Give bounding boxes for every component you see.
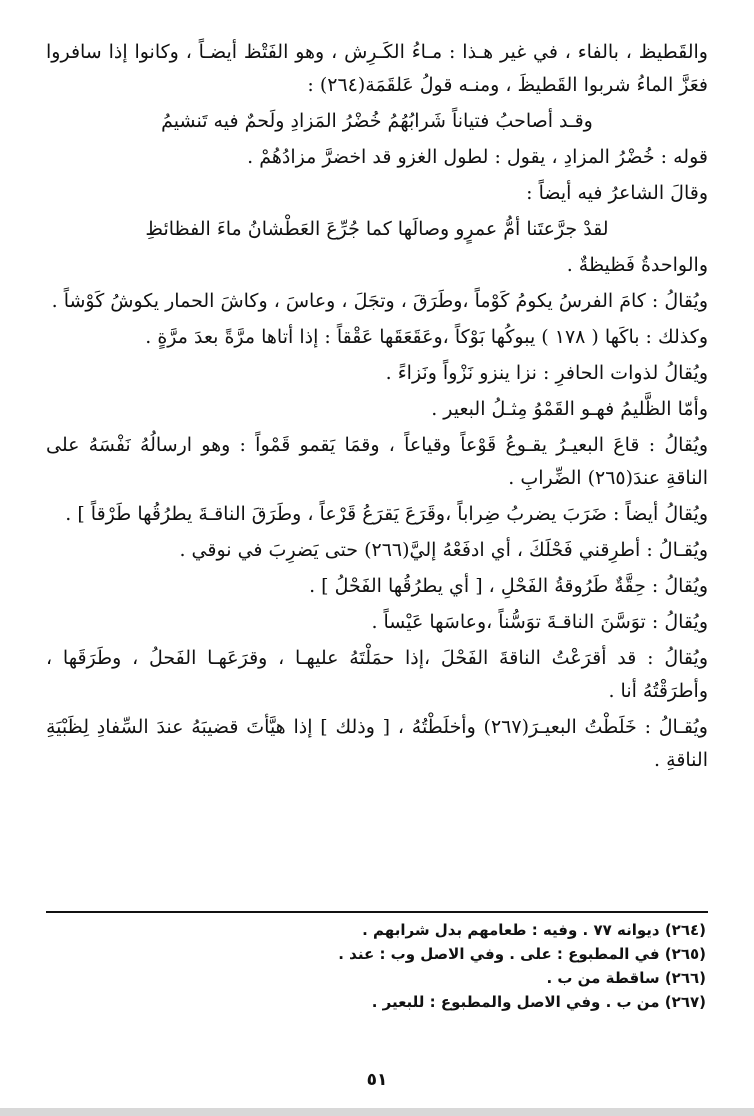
paragraph: ويُقالُ : قاعَ البعيـرُ يقـوعُ قَوْعاً وقياعاً ، وقمَا يَقمو قَمْواً : وهو ارسالُهُ نَفْسَهُ على الناقةِ عندَ(٢٦٥) الضِّرابِ . xyxy=(46,434,708,489)
paragraph: ويُقـالُ : أطرِقني فَحْلَكَ ، أي ادفَعْهُ إليَّ(٢٦٦) حتى يَضرِبَ في نوقي . xyxy=(179,539,708,561)
paragraph: وأمّا الظَّليمُ فهـو القَمْوُ مِثـلُ البعير . xyxy=(431,398,708,420)
footnote: (٢٦٥) في المطبوع : على . وفي الاصل وب : عند . xyxy=(338,945,706,963)
paragraph: قوله : خُضْرُ المزادِ ، يقول : لطول الغزو قد اخضرَّ مزادُهُمْ . xyxy=(247,146,708,168)
paragraph: وقالَ الشاعرُ فيه أيضاً : xyxy=(526,182,708,204)
paragraph: ويُقالُ لذوات الحافرِ : نزا ينزو نَزْواً ونَزاءً . xyxy=(385,362,708,384)
poem-verse: لقدْ جرَّعتَنا أمُّ عمرٍو وصالَها كما جُرِّعَ العَطْشانُ ماءَ الفظائظِ xyxy=(145,218,609,240)
paragraph: ويُقالُ : كامَ الفرسُ يكومُ كَوْماً ،وطَرَقَ ، وتجَلَ ، وعاسَ ، وكاشَ الحمار يكوشُ كَوْشاً . xyxy=(51,290,708,312)
footnotes xyxy=(200,920,706,1016)
paragraph: ويُقالُ : حِقَّةٌ طَرُوقةُ الفَحْلِ ، [ أي يطرُقُها الفَحْلُ ] . xyxy=(309,575,708,597)
paragraph: ويُقـالُ : خَلَطْتُ البعيـرَ(٢٦٧) وأخلَطْتُهُ ، [ وذلك ] إذا هيَّأتَ قضيبَهُ عندَ السِّفادِ لِظَبْيَةِ الناقةِ . xyxy=(46,716,708,771)
footnote: (٢٦٦) ساقطة من ب . xyxy=(546,969,706,987)
page-number: ٥١ xyxy=(366,1070,388,1090)
paragraph: ويُقالُ أيضاً : ضَرَبَ يضربُ ضِراباً ،وقَرَعَ يَقرَعُ قَرْعاً ، وطَرَقَ الناقـةَ يطرُقُها طَرْقاً ] . xyxy=(65,503,708,525)
footnote: (٢٦٤) ديوانه ٧٧ . وفيه : طعامهم بدل شرابهم . xyxy=(362,921,706,939)
footnote-divider xyxy=(46,911,708,913)
scan-bottom-edge xyxy=(0,1108,754,1116)
paragraph: وكذلك : باكَها ( ١٧٨ ) يبوكُها بَوْكاً ،وعَقَعَقَها عَقْقاً : إذا أتاها مرَّةً بعدَ مرَّةٍ . xyxy=(145,326,708,348)
poem-verse: وقـد أصاحبُ فتياناً شَرابُهُمُ خُضْرُ المَزادِ ولَحمٌ فيه تَنشيمُ xyxy=(161,110,593,132)
footnote: (٢٦٧) من ب . وفي الاصل والمطبوع : للبعير . xyxy=(371,993,706,1011)
paragraph: والواحدةُ فَظيظةٌ . xyxy=(566,254,708,276)
paragraph: والقَطيظ ، بالفاء ، في غير هـذا : مـاءُ الكَـرِش ، وهو الفَتْظ أيضـاً ، وكانوا إذا سافروا فعَزَّ الماءُ شربوا القَطيظَ ، ومنـه قولُ عَلقَمَة(٢٦٤) : xyxy=(46,41,708,96)
paragraph: ويُقالُ : توَسَّنَ الناقـةَ توَسُّناً ،وعاسَها عَيْساً . xyxy=(371,611,708,633)
main-text xyxy=(46,36,708,777)
paragraph: ويُقالُ : قد أقرَعْتُ الناقةَ الفَحْلَ ،إذا حمَلْتَهُ عليهـا ، وقرَعَهـا الفَحلُ ، وطَرَقَها ، وأطرَقْتُهُ أنا . xyxy=(46,647,708,702)
